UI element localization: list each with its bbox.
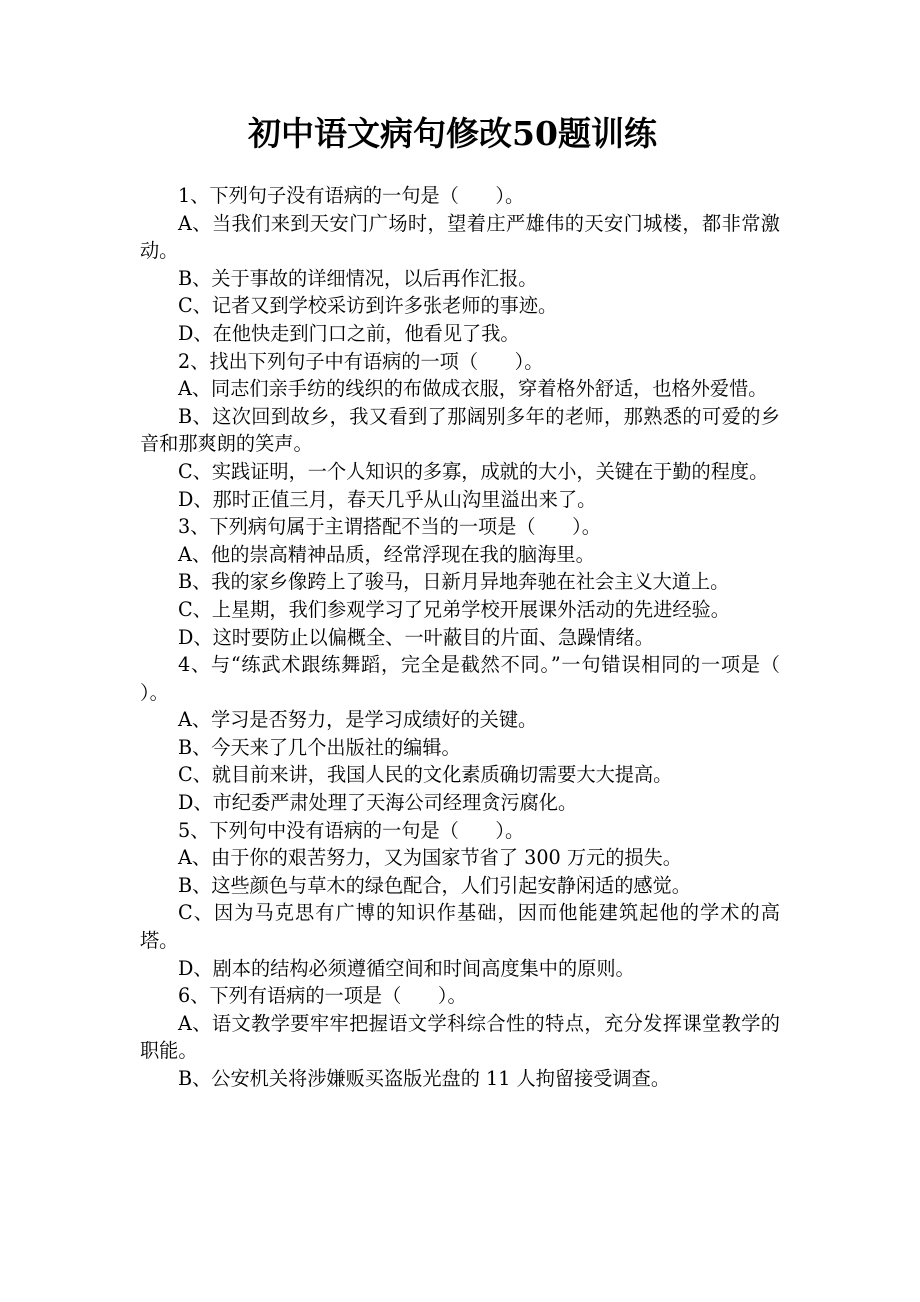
answer-option: D、剧本的结构必须遵循空间和时间高度集中的原则。 <box>178 956 635 980</box>
answer-option: C、因为马克思有广博的知识作基础，因而他能建筑起他的学术的高塔。 <box>140 901 780 953</box>
answer-option: C、实践证明，一个人知识的多寡，成就的大小，关键在于勤的程度。 <box>178 459 769 483</box>
answer-option: A、由于你的艰苦努力，又为国家节省了 300 万元的损失。 <box>178 846 682 870</box>
question-stem: 3、下列病句属于主谓搭配不当的一项是（ ）。 <box>178 515 601 539</box>
answer-option: A、同志们亲手纺的线织的布做成衣服，穿着格外舒适，也格外爱惜。 <box>178 377 768 401</box>
answer-option: B、关于事故的详细情况，以后再作汇报。 <box>178 266 538 290</box>
answer-option: C、记者又到学校采访到许多张老师的事迹。 <box>178 294 558 318</box>
question-stem: 5、下列句中没有语病的一句是（ ）。 <box>178 818 525 842</box>
answer-option: B、这次回到故乡，我又看到了那阔别多年的老师，那熟悉的可爱的乡音和那爽朗的笑声。 <box>140 404 780 456</box>
answer-option: B、这些颜色与草木的绿色配合，人们引起安静闲适的感觉。 <box>178 873 691 897</box>
question-stem: 6、下列有语病的一项是（ ）。 <box>178 984 467 1008</box>
answer-option: D、在他快走到门口之前，他看见了我。 <box>178 321 520 345</box>
answer-option: D、市纪委严肃处理了天海公司经理贪污腐化。 <box>178 791 578 815</box>
answer-option: C、上星期，我们参观学习了兄弟学校开展课外活动的先进经验。 <box>178 597 730 621</box>
answer-option: C、就目前来讲，我国人民的文化素质确切需要大大提高。 <box>178 763 673 787</box>
answer-option: A、语文教学要牢牢把握语文学科综合性的特点，充分发挥课堂教学的职能。 <box>140 1011 780 1063</box>
answer-option: A、当我们来到天安门广场时，望着庄严雄伟的天安门城楼，都非常激动。 <box>140 211 780 263</box>
question-stem: 4、与“练武术跟练舞蹈，完全是截然不同。”一句错误相同的一项是（ ）。 <box>140 653 817 704</box>
document-title: 初中语文病句修改50题训练 <box>248 114 657 153</box>
answer-option: A、他的崇高精神品质，经常浮现在我的脑海里。 <box>178 542 595 566</box>
answer-option: B、我的家乡像跨上了骏马，日新月异地奔驰在社会主义大道上。 <box>178 570 730 594</box>
answer-option: A、学习是否努力，是学习成绩好的关键。 <box>178 708 538 732</box>
answer-option: D、这时要防止以偏概全、一叶蔽目的片面、急躁情绪。 <box>178 625 654 649</box>
answer-option: D、那时正值三月，春天几乎从山沟里溢出来了。 <box>178 487 597 511</box>
answer-option: B、公安机关将涉嫌贩买盗版光盘的 11 人拘留接受调查。 <box>178 1067 671 1090</box>
question-stem: 1、下列句子没有语病的一句是（ ）。 <box>178 184 525 207</box>
document-body <box>140 182 817 1093</box>
answer-option: B、今天来了几个出版社的编辑。 <box>178 735 461 759</box>
question-stem: 2、找出下列句子中有语病的一项（ ）。 <box>178 349 544 373</box>
